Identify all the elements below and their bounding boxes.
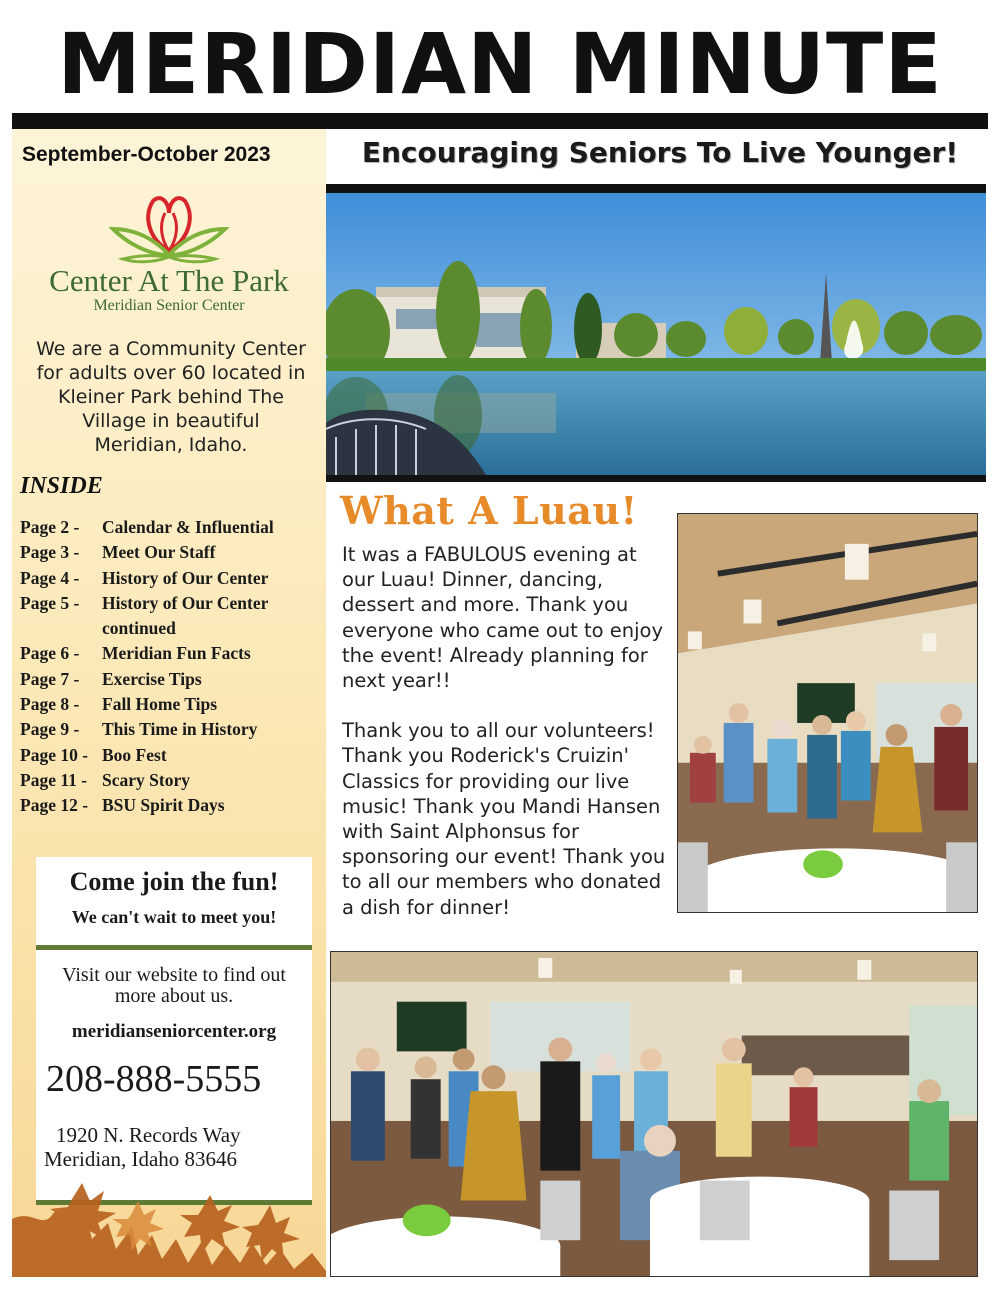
toc-title: Calendar & Influential (102, 517, 274, 537)
logo-subtitle: Meridian Senior Center (93, 297, 245, 314)
intro-text: We are a Community Center for adults over 60 located in Kleiner Park behind The Village in beautiful Meridian, Idaho. (36, 338, 306, 456)
toc-title: Meridian Fun Facts (102, 643, 251, 664)
toc-title: Scary Story (102, 769, 190, 790)
sidebar (12, 129, 326, 1277)
article-body (342, 542, 668, 920)
toc-item (20, 717, 320, 742)
toc-title: Fall Home Tips (102, 694, 218, 715)
divider (36, 945, 312, 950)
toc-title: continued (102, 618, 176, 639)
toc-title: This Time in History (102, 719, 258, 740)
masthead-rule (12, 113, 988, 129)
toc-page: Page 3 - (20, 542, 80, 563)
toc-item (20, 768, 320, 793)
article-paragraph-1: It was a FABULOUS evening at our Luau! Dinner, dancing, dessert and more. Thank you everyone who came out to enjoy the event! Already planning for next year!! (342, 543, 664, 693)
address (44, 1123, 306, 1171)
phone-number: 208-888-5555 (46, 1058, 262, 1100)
article-title: What A Luau! (340, 488, 638, 533)
toc-page: Page 8 - (20, 694, 80, 715)
toc-page: Page 5 - (20, 592, 80, 613)
toc-page: Page 7 - (20, 668, 80, 689)
toc-page: Page 4 - (20, 567, 80, 588)
toc-page: Page 10 - (20, 744, 89, 765)
tagline: Encouraging Seniors To Live Younger! (361, 136, 959, 169)
toc-item (20, 540, 320, 565)
toc-page: Page 11 - (20, 769, 88, 790)
toc-page: Page 12 - (20, 795, 89, 816)
toc-item (20, 641, 320, 666)
park-pond-photo (326, 193, 986, 475)
inside-heading: INSIDE (20, 473, 103, 499)
toc-title: History of Our Center (102, 592, 269, 613)
article-paragraph-2: Thank you to all our volunteers! Thank you Roderick's Cruizin' Classics for providing our live music! Thank you Mandi Hansen with Saint Alphonsus for sponsoring our event! Thank you to all our members who donated a dish for dinner! (342, 719, 666, 919)
toc-title: Boo Fest (102, 744, 167, 765)
website-link[interactable]: meridianseniorcenter.org (71, 1021, 277, 1042)
contact-box (36, 857, 312, 1205)
toc-title: BSU Spirit Days (102, 795, 225, 816)
toc-title: History of Our Center (102, 567, 269, 588)
address-line-1: 1920 N. Records Way (56, 1123, 241, 1147)
toc-item (20, 591, 320, 616)
toc-item (20, 692, 320, 717)
lotus-logo-icon (109, 189, 229, 267)
luau-dance-photo (677, 513, 978, 913)
toc-title: Exercise Tips (102, 668, 202, 689)
issue-date: September-October 2023 (22, 143, 271, 166)
photo-rule (326, 475, 986, 482)
toc-item (20, 616, 320, 641)
toc-item (20, 566, 320, 591)
toc-item (20, 743, 320, 768)
toc-item (20, 793, 320, 818)
logo-name: Center At The Park (49, 263, 289, 298)
toc-page: Page 6 - (20, 643, 80, 664)
tagline-rule (326, 184, 986, 193)
autumn-leaves-decoration (12, 1179, 326, 1277)
toc-page: Page 9 - (20, 719, 80, 740)
luau-party-photo (330, 951, 978, 1277)
table-of-contents (20, 515, 320, 819)
join-title: Come join the fun! (69, 867, 279, 896)
join-subtitle: We can't wait to meet you! (71, 907, 277, 927)
address-line-2: Meridian, Idaho 83646 (44, 1147, 238, 1171)
toc-item (20, 515, 320, 540)
masthead-title: MERIDIAN MINUTE (57, 15, 943, 113)
toc-page: Page 2 - (20, 517, 80, 537)
visit-text: Visit our website to find out more about us. (62, 964, 286, 1007)
toc-title: Meet Our Staff (102, 542, 216, 563)
toc-item (20, 667, 320, 692)
